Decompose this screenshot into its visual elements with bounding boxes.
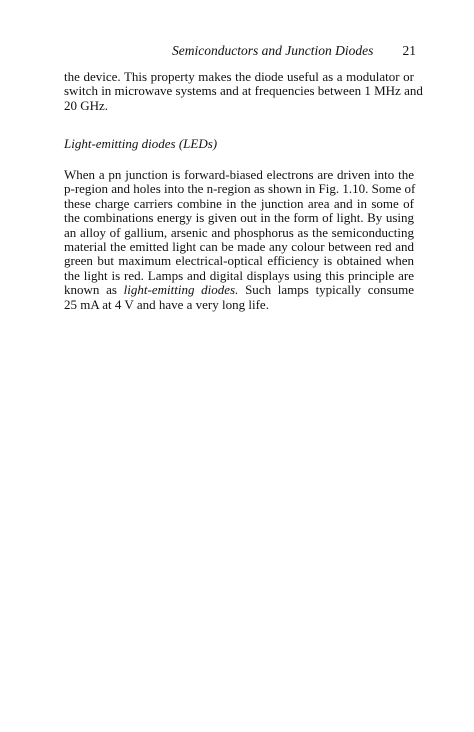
paragraph-line: an alloy of gallium, arsenic and phosphorus as the semiconducting [64, 224, 414, 240]
text-segment: known as [64, 282, 124, 298]
paragraph-line: When a pn junction is forward-biased electrons are driven into the [64, 167, 414, 182]
page-number: 21 [402, 43, 416, 58]
paragraph-line: material the emitted light can be made any colour between red and [64, 239, 414, 255]
paragraph-line: the light is red. Lamps and digital displays using this principle are [64, 267, 414, 283]
paragraph-line: green but maximum electrical-optical efficiency is obtained when [64, 253, 414, 269]
running-title: Semiconductors and Junction Diodes [172, 43, 374, 58]
paragraph-line-with-emphasis [64, 283, 414, 297]
paragraph-line: these charge carriers combine in the junction area and in some of [64, 195, 414, 211]
section-heading: Light-emitting diodes (LEDs) [64, 136, 218, 151]
paragraph-line: the combinations energy is given out in the form of light. By using [64, 210, 414, 226]
paragraph-line: switch in microwave systems and at frequencies between 1 MHz and [64, 83, 423, 99]
running-head [172, 42, 416, 60]
emphasized-term: light-emitting diodes. [123, 282, 239, 298]
paragraph-led [64, 168, 414, 312]
paragraph-line: p-region and holes into the n-region as shown in Fig. 1.10. Some of [64, 181, 416, 197]
text-segment: Such lamps typically consume [238, 282, 414, 298]
paragraph-continuation [64, 69, 423, 113]
paragraph-line: 20 GHz. [64, 97, 109, 113]
paragraph-line: the device. This property makes the diode useful as a modulator or [64, 69, 414, 84]
paragraph-line: 25 mA at 4 V and have a very long life. [64, 296, 269, 312]
